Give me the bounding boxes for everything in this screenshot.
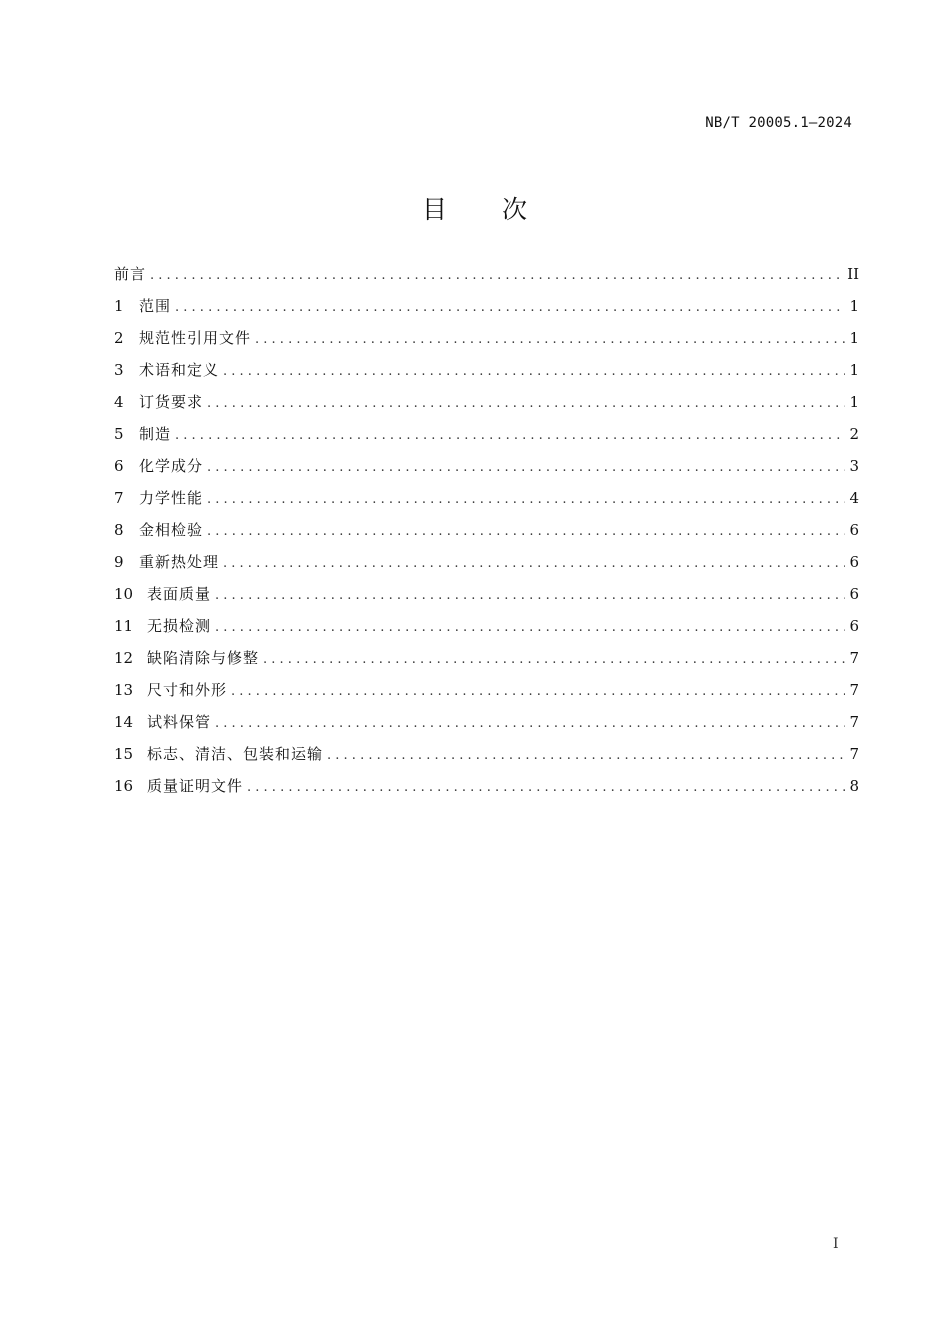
toc-entry-label: 重新热处理 (139, 553, 220, 571)
toc-entry-number: 4 (114, 393, 124, 411)
toc-entry[interactable] (114, 258, 859, 290)
toc-entry-label: 前言 (114, 265, 147, 283)
toc-entry-label: 术语和定义 (139, 361, 220, 379)
toc-entry[interactable] (114, 738, 859, 770)
toc-entry-page: 6 (849, 585, 859, 603)
toc-entry-page: 6 (849, 521, 859, 539)
toc-entry-label: 制造 (139, 425, 172, 443)
toc-entry-number: 8 (114, 521, 124, 539)
toc-list (114, 258, 859, 802)
toc-entry-label: 无损检测 (147, 617, 212, 635)
toc-title (0, 190, 950, 226)
toc-entry-leader (207, 516, 845, 548)
toc-entry-leader (215, 612, 845, 644)
toc-entry[interactable] (114, 322, 859, 354)
toc-entry-number: 7 (114, 489, 124, 507)
toc-entry-label: 化学成分 (139, 457, 204, 475)
toc-entry-leader (175, 420, 845, 452)
toc-entry-page: 1 (849, 297, 859, 315)
toc-entry-page: 6 (849, 553, 859, 571)
toc-entry-page: 7 (849, 649, 859, 667)
toc-entry-page: 4 (849, 489, 859, 507)
toc-entry-leader (215, 580, 845, 612)
toc-entry[interactable] (114, 290, 859, 322)
toc-entry[interactable] (114, 642, 859, 674)
toc-entry-leader (223, 356, 845, 388)
toc-entry-label: 规范性引用文件 (139, 329, 252, 347)
toc-entry-label: 试料保管 (147, 713, 212, 731)
toc-entry[interactable] (114, 610, 859, 642)
toc-entry-page: 7 (849, 681, 859, 699)
toc-entry[interactable] (114, 546, 859, 578)
toc-entry-label: 标志、清洁、包装和运输 (147, 745, 324, 763)
toc-entry-page: 8 (849, 777, 859, 795)
toc-entry-number: 10 (114, 585, 134, 603)
toc-entry-leader (231, 676, 845, 708)
toc-entry-leader (255, 324, 845, 356)
toc-entry-number: 5 (114, 425, 124, 443)
toc-entry-leader (263, 644, 845, 676)
toc-title-part2: 次 (502, 195, 529, 224)
toc-entry-leader (327, 740, 845, 772)
toc-entry-leader (175, 292, 845, 324)
toc-entry-page: 1 (849, 393, 859, 411)
toc-entry-page: 2 (849, 425, 859, 443)
toc-entry-label: 范围 (139, 297, 172, 315)
toc-entry-leader (207, 452, 845, 484)
toc-entry-number: 14 (114, 713, 134, 731)
toc-entry[interactable] (114, 482, 859, 514)
toc-entry[interactable] (114, 706, 859, 738)
toc-entry[interactable] (114, 386, 859, 418)
toc-entry-leader (207, 388, 845, 420)
toc-entry[interactable] (114, 770, 859, 802)
toc-entry-page: 1 (849, 361, 859, 379)
toc-entry[interactable] (114, 354, 859, 386)
toc-entry-label: 尺寸和外形 (147, 681, 228, 699)
toc-entry-leader (247, 772, 845, 804)
toc-entry-number: 1 (114, 297, 124, 315)
toc-entry-label: 金相检验 (139, 521, 204, 539)
toc-entry-number: 3 (114, 361, 124, 379)
toc-entry-page: 1 (849, 329, 859, 347)
toc-entry-page: 7 (849, 745, 859, 763)
toc-entry[interactable] (114, 418, 859, 450)
toc-entry-number: 2 (114, 329, 124, 347)
toc-entry[interactable] (114, 450, 859, 482)
toc-entry-label: 力学性能 (139, 489, 204, 507)
toc-entry[interactable] (114, 674, 859, 706)
toc-entry-page: II (847, 265, 859, 283)
toc-entry-number: 15 (114, 745, 134, 763)
toc-title-part1: 目 (421, 195, 448, 224)
toc-entry-number: 13 (114, 681, 134, 699)
toc-entry-number: 11 (114, 617, 134, 635)
document-code: NB/T 20005.1—2024 (705, 115, 852, 131)
toc-entry-page: 7 (849, 713, 859, 731)
toc-entry-number: 12 (114, 649, 134, 667)
toc-entry-leader (207, 484, 845, 516)
toc-entry-page: 3 (849, 457, 859, 475)
toc-entry[interactable] (114, 514, 859, 546)
toc-entry[interactable] (114, 578, 859, 610)
toc-entry-number: 6 (114, 457, 124, 475)
toc-entry-page: 6 (849, 617, 859, 635)
toc-entry-number: 16 (114, 777, 134, 795)
page-number: I (833, 1236, 839, 1252)
toc-entry-label: 表面质量 (147, 585, 212, 603)
toc-entry-leader (150, 260, 843, 292)
toc-entry-label: 缺陷清除与修整 (147, 649, 260, 667)
toc-entry-number: 9 (114, 553, 124, 571)
toc-entry-label: 订货要求 (139, 393, 204, 411)
toc-entry-leader (223, 548, 845, 580)
toc-entry-leader (215, 708, 845, 740)
toc-entry-label: 质量证明文件 (147, 777, 244, 795)
